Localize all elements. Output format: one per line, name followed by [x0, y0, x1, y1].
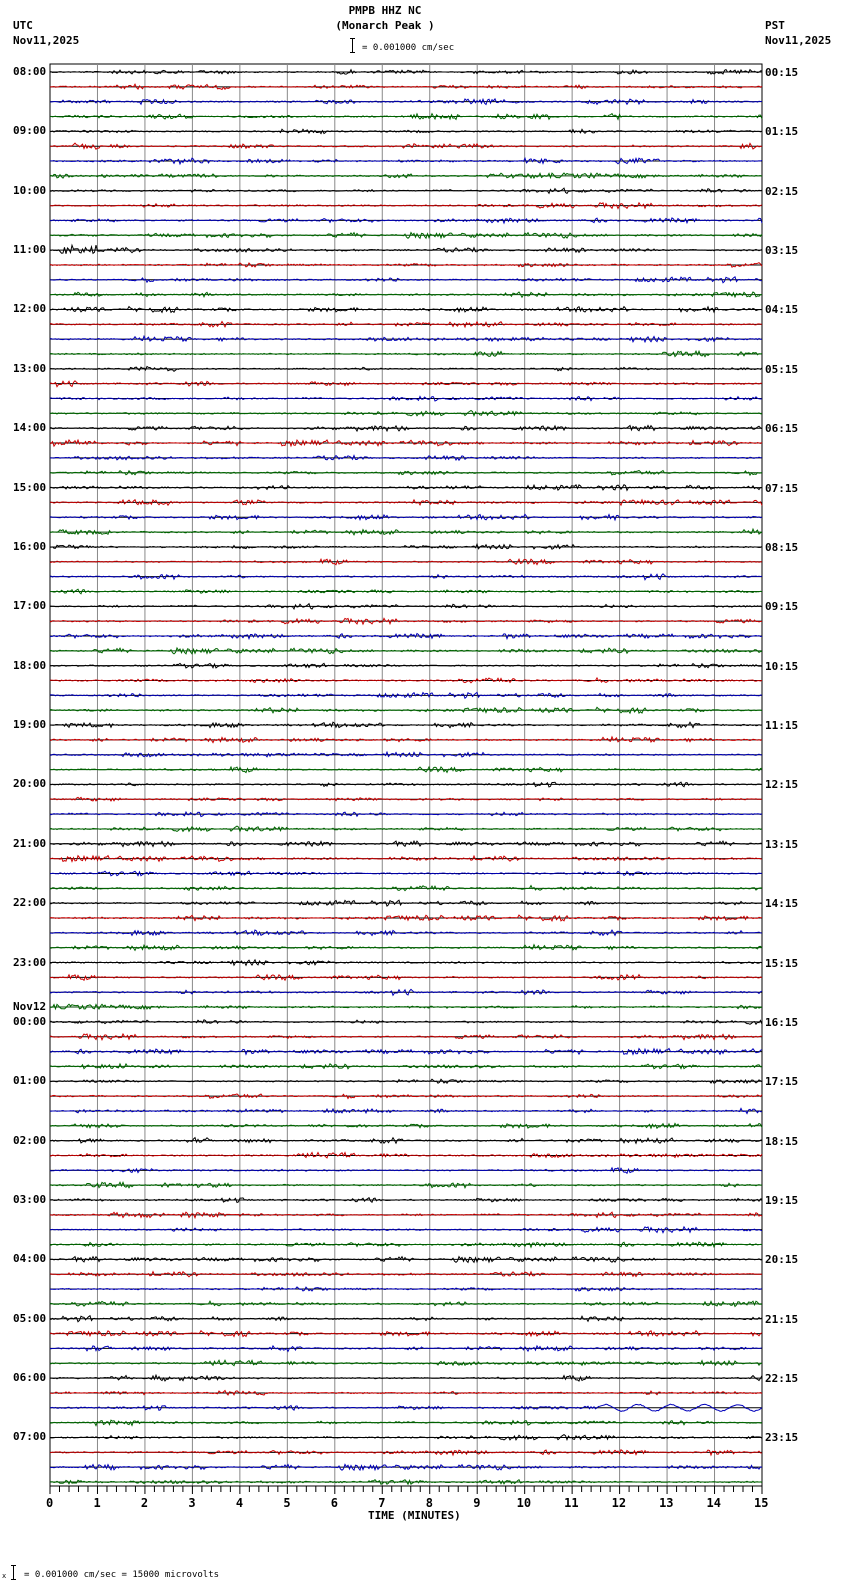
utc-label: UTC: [13, 19, 33, 32]
trace-row-89: [50, 1391, 762, 1396]
utc-hour-label: 14:00: [13, 421, 47, 435]
pst-hour-label: 09:15: [765, 600, 799, 614]
trace-row-64: [50, 1020, 762, 1025]
x-tick-label: 3: [188, 1496, 196, 1510]
x-tick-label: 14: [706, 1496, 721, 1510]
pst-hour-label: 22:15: [765, 1372, 799, 1386]
utc-hour-label: 12:00: [13, 302, 47, 316]
utc-hour-label: 00:00: [13, 1014, 47, 1028]
trace-row-47: [50, 767, 762, 773]
trace-row-14: [50, 277, 762, 283]
footer-scale-note: = 0.001000 cm/sec = 15000 microvolts: [24, 1570, 220, 1580]
trace-row-52: [50, 841, 762, 847]
pst-hour-label: 19:15: [765, 1194, 799, 1207]
trace-row-79: [50, 1242, 762, 1247]
trace-row-49: [50, 797, 762, 801]
trace-row-93: [50, 1450, 762, 1455]
utc-hour-label: 01:00: [13, 1074, 47, 1088]
trace-row-35: [50, 589, 762, 594]
x-tick-label: 2: [140, 1496, 149, 1510]
pst-hour-label: 18:15: [765, 1134, 799, 1148]
trace-row-76: [50, 1198, 762, 1203]
trace-row-20: [50, 367, 762, 372]
pst-hour-label: 02:15: [765, 184, 799, 198]
utc-hour-label: 21:00: [13, 836, 47, 850]
pst-hour-label: 17:15: [765, 1075, 799, 1089]
pst-hour-label: 13:15: [765, 837, 799, 851]
trace-row-12: [50, 245, 762, 254]
scale-label: = 0.001000 cm/sec: [362, 43, 455, 53]
x-tick-label: 6: [330, 1496, 339, 1510]
utc-hour-label: 23:00: [13, 955, 47, 969]
pst-date: Nov11,2025: [765, 34, 832, 47]
x-tick-label: 4: [235, 1496, 244, 1510]
trace-row-70: [50, 1108, 762, 1113]
trace-row-60: [50, 960, 762, 965]
trace-row-48: [50, 782, 762, 787]
pst-hour-label: 00:15: [765, 66, 799, 79]
x-tick-label: 8: [425, 1496, 433, 1510]
pst-hour-label: 05:15: [765, 362, 799, 376]
trace-row-30: [50, 514, 762, 520]
pst-hour-label: 07:15: [765, 481, 799, 495]
trace-row-13: [50, 263, 762, 268]
trace-row-56: [50, 900, 762, 906]
pst-hour-label: 15:15: [765, 956, 799, 970]
trace-row-86: [50, 1346, 762, 1352]
trace-row-5: [50, 143, 762, 149]
utc-hour-label: 08:00: [13, 65, 47, 78]
plot-frame: [50, 64, 762, 1486]
trace-row-38: [50, 634, 762, 639]
trace-row-57: [50, 915, 762, 921]
trace-row-44: [50, 722, 762, 728]
trace-row-17: [50, 322, 762, 328]
trace-row-87: [50, 1360, 762, 1365]
trace-row-2: [50, 99, 762, 105]
trace-row-41: [50, 678, 762, 683]
trace-row-28: [50, 485, 762, 491]
pst-hour-label: 23:15: [765, 1431, 799, 1445]
utc-hour-label: 13:00: [13, 361, 47, 375]
x-tick-label: 10: [516, 1496, 532, 1510]
utc-hour-label: 09:00: [13, 124, 47, 138]
trace-row-4: [50, 129, 762, 133]
footer-scale-bar-icon: [11, 1565, 16, 1580]
utc-hour-label: 06:00: [13, 1371, 47, 1385]
pst-hour-label: 06:15: [765, 422, 799, 436]
x-tick-label: 0: [46, 1496, 54, 1510]
trace-row-68: [50, 1079, 762, 1083]
trace-row-8: [50, 188, 762, 193]
x-tick-label: 11: [564, 1496, 579, 1510]
utc-hour-label: 22:00: [13, 896, 47, 910]
utc-hour-label: 10:00: [13, 183, 47, 197]
utc-hour-label: 11:00: [13, 243, 47, 257]
pst-hour-label: 11:15: [765, 719, 799, 733]
pst-hour-label: 04:15: [765, 303, 799, 317]
utc-hour-label: 17:00: [13, 599, 47, 613]
utc-hour-label: 04:00: [13, 1252, 47, 1266]
x-tick-label: 1: [93, 1496, 101, 1510]
x-tick-label: 13: [659, 1496, 674, 1510]
trace-row-82: [50, 1287, 762, 1291]
utc-hour-label: 02:00: [13, 1133, 47, 1147]
trace-row-31: [50, 529, 762, 535]
utc-hour-label: 15:00: [13, 480, 47, 494]
trace-row-88: [50, 1375, 762, 1381]
pst-hour-label: 03:15: [765, 244, 799, 258]
x-tick-label: 15: [754, 1496, 769, 1510]
trace-row-59: [50, 945, 762, 951]
utc-date: Nov11,2025: [13, 34, 80, 47]
trace-row-63: [50, 1004, 762, 1009]
trace-row-29: [50, 500, 762, 506]
pst-hour-label: 21:15: [765, 1312, 799, 1326]
utc-date-change-label: Nov12: [13, 999, 47, 1013]
trace-row-40: [50, 663, 762, 668]
x-tick-label: 9: [473, 1496, 481, 1510]
pst-hour-label: 08:15: [765, 540, 799, 554]
x-axis-title: TIME (MINUTES): [368, 1509, 461, 1522]
pst-hour-label: 20:15: [765, 1253, 799, 1267]
trace-row-39: [50, 648, 762, 654]
trace-row-1: [50, 84, 762, 89]
station-location: (Monarch Peak ): [335, 19, 435, 32]
trace-row-33: [50, 559, 762, 565]
trace-row-36: [50, 604, 762, 609]
utc-hour-label: 03:00: [13, 1193, 47, 1206]
trace-row-3: [50, 114, 762, 120]
pst-hour-label: 10:15: [765, 659, 799, 673]
pst-hour-label: 12:15: [765, 778, 799, 792]
utc-hour-label: 20:00: [13, 777, 47, 791]
station-title: PMPB HHZ NC: [348, 4, 422, 17]
trace-row-75: [50, 1182, 762, 1188]
x-tick-label: 5: [283, 1496, 291, 1510]
x-tick-label: 12: [611, 1496, 627, 1510]
x-tick-label: 7: [378, 1496, 386, 1510]
trace-row-94: [50, 1464, 762, 1470]
trace-row-71: [50, 1123, 762, 1128]
trace-row-53: [50, 856, 762, 862]
utc-hour-label: 19:00: [13, 718, 47, 732]
pst-label: PST: [765, 19, 785, 32]
trace-row-50: [50, 812, 762, 817]
pst-hour-label: 01:15: [765, 125, 799, 139]
utc-hour-label: 18:00: [13, 658, 47, 672]
utc-hour-label: 07:00: [13, 1430, 47, 1444]
utc-hour-label: 05:00: [13, 1311, 47, 1325]
trace-row-61: [50, 975, 762, 981]
pst-hour-label: 16:15: [765, 1015, 799, 1029]
trace-row-65: [50, 1034, 762, 1040]
trace-row-84: [50, 1316, 762, 1322]
utc-hour-label: 16:00: [13, 539, 47, 553]
trace-row-22: [50, 396, 762, 401]
trace-row-15: [50, 292, 762, 297]
trace-row-69: [50, 1094, 762, 1099]
footer-marker: x: [2, 1572, 7, 1580]
pst-hour-label: 14:15: [765, 897, 799, 911]
trace-row-43: [50, 707, 762, 713]
trace-row-19: [50, 351, 762, 357]
